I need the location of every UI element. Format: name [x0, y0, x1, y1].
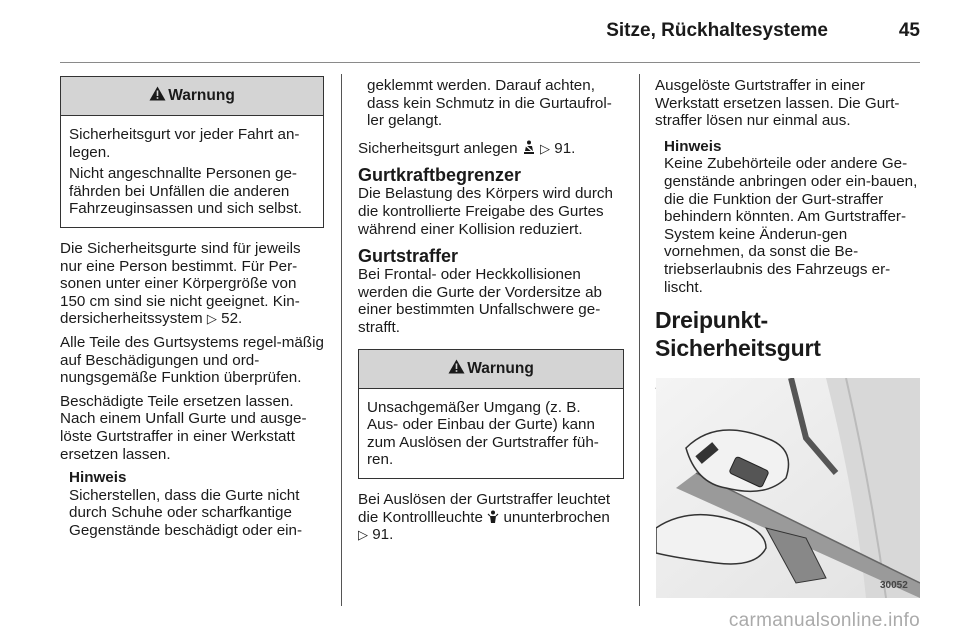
seatbelt-reminder-icon [522, 140, 536, 157]
warning-box-body [359, 389, 623, 478]
page-number: 45 [898, 20, 920, 41]
note-text: geklemmt werden. Darauf achten, dass kein Schmutz in die Gurtaufrol-ler gelangt. [367, 77, 612, 130]
column-divider-1 [341, 74, 342, 606]
body-paragraph [358, 491, 624, 544]
section-heading-begrenzer: Gurtkraftbegrenzer [358, 165, 522, 186]
warning-box-header [61, 77, 323, 116]
note-text: Sicherstellen, dass die Gurte nicht durch Schuhe oder scharfkantige Gegenstände beschädigt oder ein- [69, 486, 303, 539]
warning-box-straffer [358, 349, 624, 479]
body-text: Bei Auslösen der Gurtstraffer leuchtet die Kontrollleuchte [358, 490, 611, 526]
page-reference[interactable]: 91. [372, 526, 394, 544]
body-paragraph: Die Belastung des Körpers wird durch die kontrollierte Freigabe des Gurtes während einer Kollision reduziert. [358, 185, 613, 238]
body-text: ununterbrochen [503, 508, 610, 526]
airbag-pretensioner-icon [487, 509, 499, 526]
body-paragraph: Beschädigte Teile ersetzen lassen. Nach einem Unfall Gurte und ausge-löste Gurtstraffer in einer Werkstatt ersetzen lassen. [60, 392, 307, 463]
note-heading: Hinweis [69, 469, 127, 487]
chapter-heading: Dreipunkt-Sicherheitsgurt [655, 307, 821, 362]
warning-triangle-icon [448, 359, 465, 379]
warning-triangle-icon [149, 86, 166, 106]
body-paragraph: Ausgelöste Gurtstraffer in einer Werkstatt ersetzen lassen. Die Gurt-straffer lösen nur einmal aus. [655, 77, 900, 130]
page-reference-icon: ▷ [540, 140, 551, 156]
column-divider-2 [639, 74, 640, 606]
warning-text: Sicherheitsgurt vor jeder Fahrt an-legen. [69, 126, 300, 161]
body-text: Sicherheitsgurt anlegen [358, 139, 518, 157]
warning-box-body [61, 116, 323, 227]
column-2 [358, 77, 624, 550]
body-text: Die Sicherheitsgurte sind für jeweils nur eine Person bestimmt. Für Per-sonen unter einer Körpergröße von 150 cm sind sie nicht geeignet. Kin-dersicherheitssystem [60, 239, 301, 328]
column-1 [60, 76, 324, 539]
warning-box-seatbelt [60, 76, 324, 228]
warning-box-header [359, 350, 623, 389]
note-block [69, 469, 324, 539]
page-title: Sitze, Rückhaltesysteme [606, 20, 828, 41]
page-reference[interactable]: 91. [554, 139, 576, 157]
seatbelt-illustration [656, 378, 920, 598]
watermark: carmanualsonline.info [728, 610, 920, 631]
note-continuation [367, 77, 624, 130]
note-text: Keine Zubehörteile oder andere Ge-genstände anbringen oder ein-bauen, die die Funktion der Gurt-straffer behindern könnten. Am Gurtstraffer-System keine Änderun-gen vornehmen, da sonst die Be-triebserlaubnis des Fahrzeugs er-lischt. [664, 155, 918, 296]
page-reference[interactable]: 52. [221, 310, 243, 328]
warning-text: Nicht angeschnallte Personen ge-fährden bei Unfällen die anderen Fahrzeuginsassen und sich selbst. [69, 165, 303, 218]
warning-title: Warnung [467, 359, 534, 377]
body-paragraph: Alle Teile des Gurtsystems regel-mäßig auf Beschädigungen und ord-nungsgemäße Funktion überprüfen. [60, 333, 324, 387]
page-reference-icon: ▷ [206, 311, 217, 327]
page-reference-icon: ▷ [358, 527, 368, 543]
note-block [664, 138, 923, 296]
body-paragraph [358, 140, 624, 158]
note-heading: Hinweis [664, 137, 722, 155]
page-header [60, 14, 920, 54]
column-3 [655, 77, 923, 396]
warning-title: Warnung [168, 87, 235, 105]
body-paragraph: Bei Frontal- oder Heckkollisionen werden die Gurte der Vordersitze ab einer bestimmten Unfallschwere ge-strafft. [358, 266, 602, 336]
illustration-number: 30052 [880, 580, 908, 591]
body-paragraph [60, 240, 324, 328]
section-heading-straffer: Gurtstraffer [358, 246, 459, 267]
warning-text: Unsachgemäßer Umgang (z. B. Aus- oder Einbau der Gurte) kann zum Auslösen der Gurtstraffer füh-ren. [367, 398, 599, 469]
header-rule [60, 62, 920, 63]
